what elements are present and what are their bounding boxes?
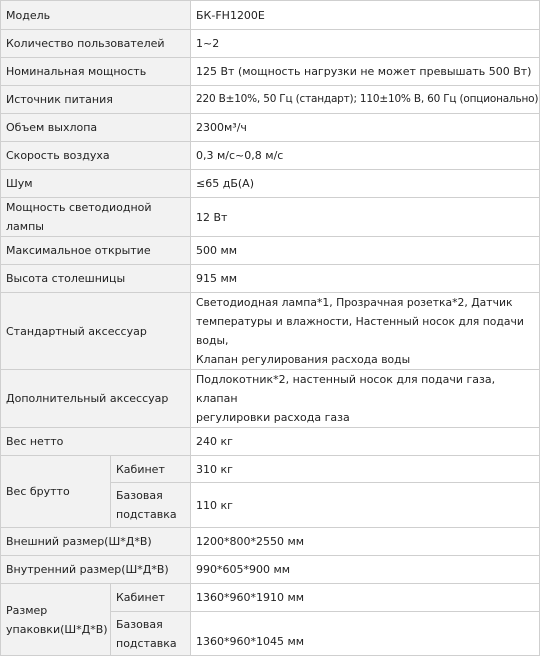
table-row-standard-accessory — [1, 293, 540, 370]
cabinet-sublabel: Кабинет — [111, 584, 191, 612]
row-label: Дополнительный аксессуар — [1, 370, 191, 428]
row-value — [191, 293, 540, 370]
table-row-power-source — [1, 86, 540, 114]
row-label: Источник питания — [1, 86, 191, 114]
packing-size-base-value: 1360*960*1045 мм — [191, 612, 540, 656]
row-label: Модель — [1, 1, 191, 30]
packing-size-label — [1, 584, 111, 656]
table-row-air-speed — [1, 142, 540, 170]
sublabel-line: Базовая — [116, 617, 163, 631]
row-value-line: температуры и влажности, Настенный носок для подачи воды, — [196, 315, 524, 347]
table-row-model — [1, 1, 540, 30]
row-value-line: регулировки расхода газа — [196, 411, 350, 424]
row-value — [191, 370, 540, 428]
row-label: Скорость воздуха — [1, 142, 191, 170]
table-row-packing-cabinet — [1, 584, 540, 612]
row-value: 915 мм — [191, 265, 540, 293]
gross-weight-cabinet-value: 310 кг — [191, 456, 540, 483]
table-row-rated-power — [1, 58, 540, 86]
row-value: БК-FH1200E — [191, 1, 540, 30]
row-value: 240 кг — [191, 428, 540, 456]
gross-weight-label: Вес брутто — [1, 456, 111, 528]
label-line: Размер — [6, 603, 48, 617]
row-label: Внешний размер(Ш*Д*В) — [1, 528, 191, 556]
row-value: 12 Вт — [191, 198, 540, 237]
row-value: 0,3 м/с~0,8 м/с — [191, 142, 540, 170]
table-row-noise — [1, 170, 540, 198]
row-value-line: Клапан регулирования расхода воды — [196, 353, 411, 366]
row-label: Стандартный аксессуар — [1, 293, 191, 370]
row-label: Высота столешницы — [1, 265, 191, 293]
sublabel-line: подставка — [116, 508, 177, 521]
table-row-exhaust-volume — [1, 114, 540, 142]
table-row-net-weight — [1, 428, 540, 456]
row-label: Количество пользователей — [1, 30, 191, 58]
row-label: Объем выхлопа — [1, 114, 191, 142]
cabinet-sublabel: Кабинет — [111, 456, 191, 483]
row-value: 125 Вт (мощность нагрузки не может превышать 500 Вт) — [191, 58, 540, 86]
row-value: 1200*800*2550 мм — [191, 528, 540, 556]
table-row-optional-accessory — [1, 370, 540, 428]
row-value-line: Подлокотник*2, настенный носок для подачи газа, клапан — [196, 373, 496, 405]
table-row-led-power — [1, 198, 540, 237]
row-value: 500 мм — [191, 237, 540, 265]
row-label: Номинальная мощность — [1, 58, 191, 86]
row-value: 2300м³/ч — [191, 114, 540, 142]
table-row-inner-size — [1, 556, 540, 584]
table-row-gross-weight-cabinet — [1, 456, 540, 483]
label-line: упаковки(Ш*Д*В) — [6, 622, 108, 636]
row-label: Вес нетто — [1, 428, 191, 456]
packing-size-cabinet-value: 1360*960*1910 мм — [191, 584, 540, 612]
row-label: Внутренний размер(Ш*Д*В) — [1, 556, 191, 584]
row-value: 1~2 — [191, 30, 540, 58]
row-value: 220 В±10%, 50 Гц (стандарт); 110±10% В, 60 Гц (опционально) — [191, 86, 540, 114]
sublabel-line: подставка — [116, 636, 177, 650]
table-row-max-opening — [1, 237, 540, 265]
row-label: Максимальное открытие — [1, 237, 191, 265]
table-row-worktop-height — [1, 265, 540, 293]
gross-weight-base-value: 110 кг — [191, 483, 540, 528]
table-row-outer-size — [1, 528, 540, 556]
base-stand-sublabel — [111, 612, 191, 656]
sublabel-line: Базовая — [116, 489, 163, 502]
row-value-line: Светодиодная лампа*1, Прозрачная розетка*2, Датчик — [196, 296, 513, 309]
table-row-users — [1, 30, 540, 58]
base-stand-sublabel — [111, 483, 191, 528]
row-label: Мощность светодиодной лампы — [1, 198, 191, 237]
row-value: 990*605*900 мм — [191, 556, 540, 584]
row-label: Шум — [1, 170, 191, 198]
row-value: ≤65 дБ(A) — [191, 170, 540, 198]
